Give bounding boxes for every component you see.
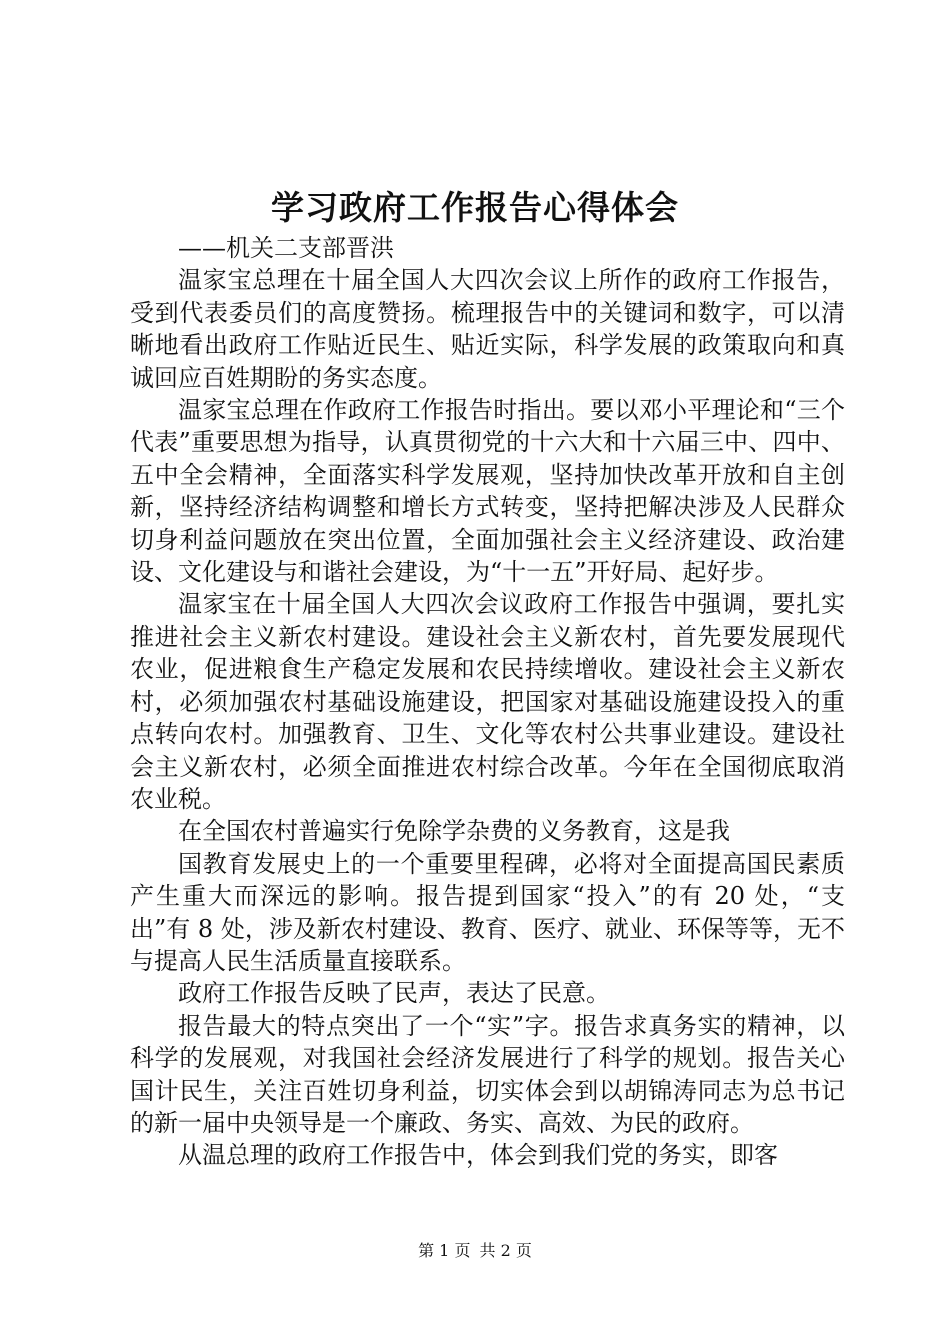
paragraph-4: 在全国农村普遍实行免除学杂费的义务教育，这是我 <box>178 817 730 846</box>
page-footer <box>0 1240 950 1262</box>
paragraph-3: 温家宝在十届全国人大四次会议政府工作报告中强调，要扎实推进社会主义新农村建设。建设社会主义新农村，首先要发展现代农业，促进粮食生产稳定发展和农民持续增收。建设社会主义新农村，必须加强农村基础设施建设，把国家对基础设施建设投入的重点转向农村。加强教育、卫生、文化等农村公共事业建设。建设社会主义新农村，必须全面推进农村综合改革。今年在全国彻底取消农业税。 <box>130 590 845 813</box>
paragraph-1: 温家宝总理在十届全国人大四次会议上所作的政府工作报告，受到代表委员们的高度赞扬。梳理报告中的关键词和数字，可以清晰地看出政府工作贴近民生、贴近实际，科学发展的政策取向和真诚回应百姓期盼的务实态度。 <box>130 266 845 392</box>
paragraph-8: 从温总理的政府工作报告中，体会到我们党的务实，即客 <box>178 1141 778 1170</box>
document-title: 学习政府工作报告心得体会 <box>271 188 679 227</box>
author-byline: ——机关二支部晋洪 <box>178 234 394 262</box>
paragraph-5: 国教育发展史上的一个重要里程碑，必将对全面提高国民素质产生重大而深远的影响。报告提到国家“投入”的有 20 处，“支出”有 8 处，涉及新农村建设、教育、医疗、就业、环保等等，无不与提高人民生活质量直接联系。 <box>130 849 845 975</box>
paragraph-6: 政府工作报告反映了民声，表达了民意。 <box>178 979 610 1008</box>
page-number-current: 第 1 页 <box>418 1241 471 1260</box>
paragraph-7: 报告最大的特点突出了一个“实”字。报告求真务实的精神，以科学的发展观，对我国社会经济发展进行了科学的规划。报告关心国计民生，关注百姓切身利益，切实体会到以胡锦涛同志为总书记的新一届中央领导是一个廉政、务实、高效、为民的政府。 <box>130 1011 845 1137</box>
paragraph-2: 温家宝总理在作政府工作报告时指出。要以邓小平理论和“三个代表”重要思想为指导，认真贯彻党的十六大和十六届三中、四中、五中全会精神，全面落实科学发展观，坚持加快改革开放和自主创新，坚持经济结构调整和增长方式转变，坚持把解决涉及人民群众切身利益问题放在突出位置，全面加强社会主义经济建设、政治建设、文化建设与和谐社会建设，为“十一五”开好局、起好步。 <box>130 396 845 587</box>
document-body <box>130 232 845 1172</box>
page-number-total: 共 2 页 <box>479 1241 532 1260</box>
